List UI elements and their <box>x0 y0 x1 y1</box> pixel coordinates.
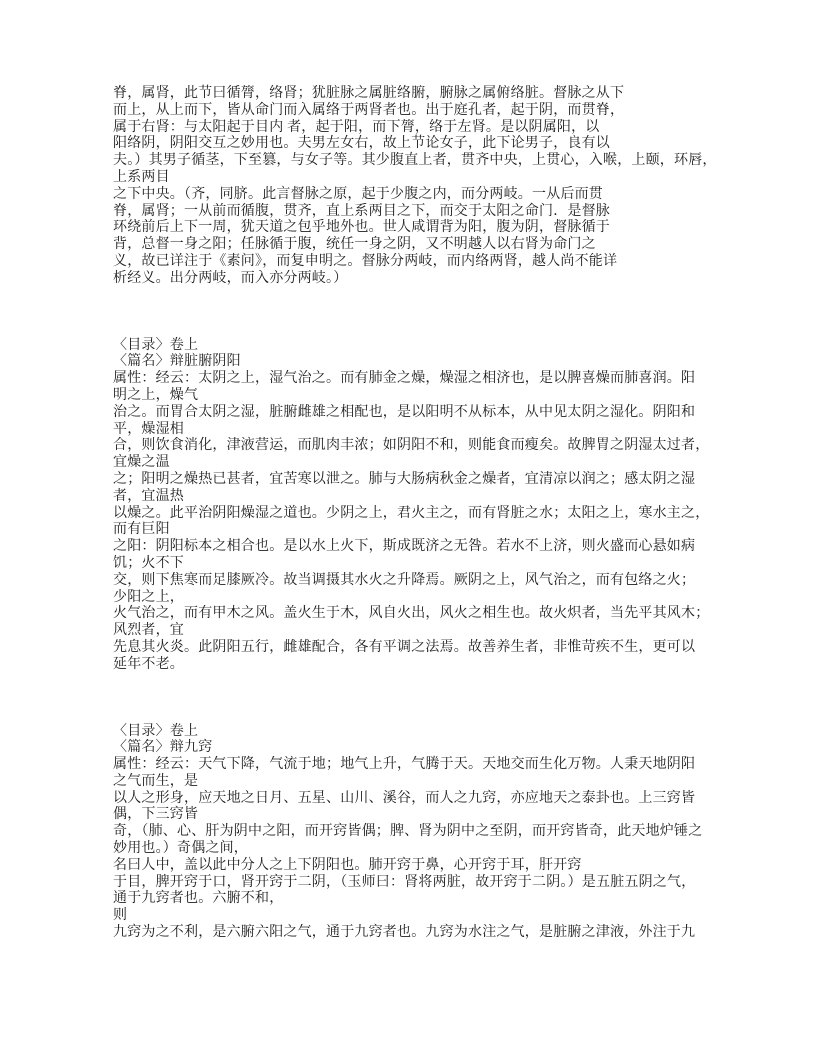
text-line: 之；阳明之燥热已甚者，宜苦寒以泄之。肺与大肠病秋金之燥者，宜清凉以润之；感太阴之湿 <box>113 471 696 487</box>
text-line: 者，宜温热 <box>113 488 184 504</box>
text-line: 〈目录〉卷上 <box>113 723 199 739</box>
text-line: 通于九窍者也。六腑不和， <box>113 891 284 907</box>
text-line: 属性：经云：天气下降，气流于地；地气上升，气腾于天。天地交而生化万物。人秉天地阴阳 <box>113 757 696 773</box>
text-line: 属性：经云：太阴之上，湿气治之。而有肺金之燥，燥湿之相济也，是以脾喜燥而肺喜润。阳 <box>113 371 696 387</box>
text-line: 之下中央。（齐，同脐。此言督脉之原，起于少腹之内，而分两岐。一从后而贯 <box>113 186 603 202</box>
text-line: 名曰人中，盖以此中分人之上下阴阳也。肺开窍于鼻，心开窍于耳，肝开窍 <box>113 857 582 873</box>
text-line: 于目，脾开窍于口，肾开窍于二阴，（玉师曰：肾将两脏，故开窍于二阴。）是五脏五阴之气， <box>113 874 696 890</box>
text-line: 〈篇名〉辩九窍 <box>113 740 213 756</box>
text-line: 〈篇名〉辩脏腑阴阳 <box>113 354 241 370</box>
text-line: 交，则下焦寒而足膝厥冷。故当调摄其水火之升降焉。厥阴之上，风气治之，而有包络之火； <box>113 572 696 588</box>
section-bian-zangfu-yinyang <box>113 338 773 674</box>
text-line: 夫。）其男子循茎，下至篡，与女子等。其少腹直上者，贯齐中央，上贯心，入喉，上颐，环唇， <box>113 153 717 169</box>
text-line: 风烈者，宜 <box>113 623 184 639</box>
text-line: 上系两目 <box>113 169 170 185</box>
text-line: 九窍为之不利，是六腑六阳之气，通于九窍者也。九窍为水注之气，是脏腑之津液，外注于九 <box>113 925 696 941</box>
text-line: 火气治之，而有甲木之风。盖火生于木，风自火出，风火之相生也。故火炽者，当先平其风木； <box>113 606 710 622</box>
text-line: 偶，下三窍皆 <box>113 807 199 823</box>
section-bian-jiuqiao <box>113 724 773 942</box>
text-line: 脊，属肾，此节曰循膂，络肾；犹脏脉之属脏络腑，腑脉之属俯络脏。督脉之从下 <box>113 86 625 101</box>
text-line: 平，燥湿相 <box>113 421 184 437</box>
text-line: 背，总督一身之阳；任脉循于腹，统任一身之阴，又不明越人以右肾为命门之 <box>113 237 596 253</box>
text-line: 环绕前后上下一周，犹天道之包乎地外也。世人咸谓背为阳，腹为阴，督脉循于 <box>113 220 610 236</box>
text-line: 妙用也。）奇偶之间， <box>113 841 248 857</box>
text-line: 合，则饮食消化，津液营运，而肌肉丰浓；如阴阳不和，则能食而瘦矣。故脾胃之阴湿太过者， <box>113 438 710 454</box>
text-line: 延年不老。 <box>113 656 184 672</box>
document-text <box>113 86 773 942</box>
text-line: 先息其火炎。此阴阳五行，雌雄配合，各有平调之法焉。故善养生者，非惟苛疾不生，更可以 <box>113 639 696 655</box>
text-line: 之气而生，是 <box>113 773 199 789</box>
text-line: 属于右肾：与太阳起于目内 者，起于阳，而下膂，络于左肾。是以阴属阳，以 <box>113 119 600 135</box>
text-line: 阳络阴，阴阳交互之妙用也。夫男左女右，故上节论女子，此下论男子，良有以 <box>113 136 610 152</box>
text-line: 饥；火不下 <box>113 555 184 571</box>
text-line: 治之。而胃合太阴之湿，脏腑雌雄之相配也，是以阳明不从标本，从中见太阴之湿化。阴阳和 <box>113 404 696 420</box>
text-line: 〈目录〉卷上 <box>113 337 199 353</box>
text-line: 以燥之。此平治阴阳燥湿之道也。少阴之上，君火主之，而有肾脏之水；太阳之上，寒水主之， <box>113 505 710 521</box>
text-line: 析经义。出分两岐，而入亦分两岐。） <box>113 270 348 286</box>
text-line: 则 <box>113 908 128 924</box>
text-line: 明之上，燥气 <box>113 387 199 403</box>
text-line: 少阳之上， <box>113 589 184 605</box>
text-line: 宜燥之温 <box>113 455 170 471</box>
text-line: 奇，（肺、心、肝为阴中之阳，而开窍皆偶；脾、肾为阴中之至阴，而开窍皆奇，此天地炉锤之 <box>113 824 703 840</box>
text-line: 义，故已详注于《素问》，而复申明之。督脉分两岐，而内络两肾，越人尚不能详 <box>113 253 618 269</box>
text-line: 之阳：阴阳标本之相合也。是以水上火下，斯成既济之无咎。若水不上济，则火盛而心悬如病 <box>113 539 696 555</box>
paragraph-dumai-commentary <box>113 86 773 288</box>
text-line: 脊，属肾；一从前而循腹，贯齐，直上系两目之下，而交于太阳之命门．是督脉 <box>113 203 610 219</box>
text-line: 以人之形身，应天地之日月、五星、山川、溪谷，而人之九窍，亦应地天之泰卦也。上三窍皆 <box>113 790 696 806</box>
text-line: 而有巨阳 <box>113 522 170 538</box>
text-line: 而上，从上而下，皆从命门而入属络于两肾者也。出于庭孔者，起于阴，而贯脊， <box>113 102 625 118</box>
